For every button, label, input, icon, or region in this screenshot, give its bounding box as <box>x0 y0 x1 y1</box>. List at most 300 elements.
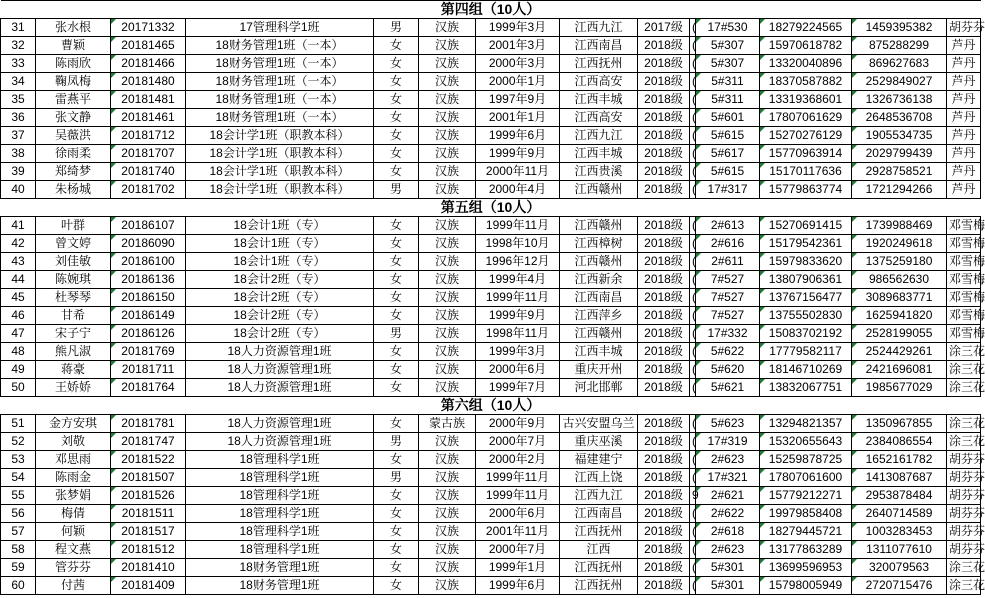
birth-date-cell[interactable]: 1999年7月 <box>476 379 560 397</box>
class-cell[interactable]: 18人力资源管理1班 <box>186 415 374 433</box>
hometown-cell[interactable]: 江西丰城 <box>560 145 638 163</box>
phone-cell[interactable]: 13767156477 <box>760 289 852 307</box>
class-cell[interactable]: 18会计1班（专） <box>186 217 374 235</box>
grade-cell[interactable]: 2018级 <box>638 37 690 55</box>
grade-cell[interactable]: 2018级 <box>638 523 690 541</box>
dorm-room-cell[interactable]: 5#601 <box>696 109 760 127</box>
phone-cell[interactable]: 15779863774 <box>760 181 852 199</box>
birth-date-cell[interactable]: 1999年9月 <box>476 307 560 325</box>
row-number-cell[interactable]: 50 <box>1 379 36 397</box>
ethnicity-cell[interactable]: 汉族 <box>419 181 476 199</box>
grade-overflow-cell[interactable]: ( <box>690 325 696 343</box>
hometown-cell[interactable]: 江西九江 <box>560 19 638 37</box>
student-name-cell[interactable]: 张梦娟 <box>36 487 111 505</box>
grade-overflow-cell[interactable]: ( <box>690 415 696 433</box>
dorm-room-cell[interactable]: 7#527 <box>696 289 760 307</box>
student-id-cell[interactable]: 20171332 <box>111 19 186 37</box>
row-number-cell[interactable]: 57 <box>1 523 36 541</box>
class-cell[interactable]: 18管理科学1班 <box>186 451 374 469</box>
student-name-cell[interactable]: 何颖 <box>36 523 111 541</box>
birth-date-cell[interactable]: 1999年6月 <box>476 127 560 145</box>
qq-cell[interactable]: 1375259180 <box>852 253 947 271</box>
grade-cell[interactable]: 2018级 <box>638 91 690 109</box>
class-cell[interactable]: 18会计学1班（职教本科） <box>186 181 374 199</box>
birth-date-cell[interactable]: 2000年6月 <box>476 505 560 523</box>
teacher-cell[interactable]: 胡芬芬 <box>947 451 981 469</box>
gender-cell[interactable]: 女 <box>374 55 419 73</box>
gender-cell[interactable]: 女 <box>374 91 419 109</box>
gender-cell[interactable]: 女 <box>374 271 419 289</box>
ethnicity-cell[interactable]: 汉族 <box>419 55 476 73</box>
row-number-cell[interactable]: 46 <box>1 307 36 325</box>
gender-cell[interactable]: 女 <box>374 559 419 577</box>
ethnicity-cell[interactable]: 汉族 <box>419 433 476 451</box>
student-name-cell[interactable]: 熊凡淑 <box>36 343 111 361</box>
birth-date-cell[interactable]: 1999年4月 <box>476 271 560 289</box>
gender-cell[interactable]: 女 <box>374 379 419 397</box>
dorm-room-cell[interactable]: 2#623 <box>696 451 760 469</box>
ethnicity-cell[interactable]: 汉族 <box>419 109 476 127</box>
qq-cell[interactable]: 1350967855 <box>852 415 947 433</box>
grade-overflow-cell[interactable]: ( <box>690 235 696 253</box>
grade-overflow-cell[interactable]: ( <box>690 181 696 199</box>
grade-overflow-cell[interactable]: ( <box>690 217 696 235</box>
class-cell[interactable]: 18财务管理1班 <box>186 559 374 577</box>
hometown-cell[interactable]: 古兴安盟乌兰 <box>560 415 638 433</box>
qq-cell[interactable]: 875288299 <box>852 37 947 55</box>
hometown-cell[interactable]: 江西樟树 <box>560 235 638 253</box>
birth-date-cell[interactable]: 1999年11月 <box>476 217 560 235</box>
qq-cell[interactable]: 2029799439 <box>852 145 947 163</box>
qq-cell[interactable]: 1739988469 <box>852 217 947 235</box>
grade-cell[interactable]: 2017级 <box>638 19 690 37</box>
student-name-cell[interactable]: 邓思雨 <box>36 451 111 469</box>
qq-cell[interactable]: 1920249618 <box>852 235 947 253</box>
dorm-room-cell[interactable]: 2#611 <box>696 253 760 271</box>
phone-cell[interactable]: 15170117636 <box>760 163 852 181</box>
class-cell[interactable]: 18财务管理1班（一本） <box>186 91 374 109</box>
dorm-room-cell[interactable]: 5#620 <box>696 361 760 379</box>
birth-date-cell[interactable]: 1999年3月 <box>476 19 560 37</box>
gender-cell[interactable]: 女 <box>374 487 419 505</box>
qq-cell[interactable]: 986562630 <box>852 271 947 289</box>
grade-overflow-cell[interactable]: ( <box>690 145 696 163</box>
grade-cell[interactable]: 2018级 <box>638 577 690 595</box>
dorm-room-cell[interactable]: 5#301 <box>696 559 760 577</box>
qq-cell[interactable]: 2384086554 <box>852 433 947 451</box>
dorm-room-cell[interactable]: 17#530 <box>696 19 760 37</box>
ethnicity-cell[interactable]: 汉族 <box>419 559 476 577</box>
phone-cell[interactable]: 18370587882 <box>760 73 852 91</box>
qq-cell[interactable]: 1326736138 <box>852 91 947 109</box>
row-number-cell[interactable]: 54 <box>1 469 36 487</box>
ethnicity-cell[interactable]: 汉族 <box>419 487 476 505</box>
phone-cell[interactable]: 15179542361 <box>760 235 852 253</box>
ethnicity-cell[interactable]: 汉族 <box>419 505 476 523</box>
student-name-cell[interactable]: 朱杨城 <box>36 181 111 199</box>
gender-cell[interactable]: 女 <box>374 451 419 469</box>
ethnicity-cell[interactable]: 汉族 <box>419 523 476 541</box>
row-number-cell[interactable]: 40 <box>1 181 36 199</box>
student-name-cell[interactable]: 刘敬 <box>36 433 111 451</box>
qq-cell[interactable]: 2953878484 <box>852 487 947 505</box>
student-name-cell[interactable]: 程文燕 <box>36 541 111 559</box>
hometown-cell[interactable]: 江西抚州 <box>560 577 638 595</box>
grade-overflow-cell[interactable]: ( <box>690 307 696 325</box>
gender-cell[interactable]: 女 <box>374 253 419 271</box>
class-cell[interactable]: 18人力资源管理1班 <box>186 433 374 451</box>
teacher-cell[interactable]: 邓雪梅 <box>947 253 981 271</box>
grade-cell[interactable]: 2018级 <box>638 253 690 271</box>
student-name-cell[interactable]: 刘佳敏 <box>36 253 111 271</box>
row-number-cell[interactable]: 60 <box>1 577 36 595</box>
grade-overflow-cell[interactable]: ( <box>690 577 696 595</box>
row-number-cell[interactable]: 48 <box>1 343 36 361</box>
hometown-cell[interactable]: 江西上饶 <box>560 469 638 487</box>
grade-overflow-cell[interactable]: ( <box>690 379 696 397</box>
hometown-cell[interactable]: 福建建宁 <box>560 451 638 469</box>
grade-overflow-cell[interactable]: ( <box>690 343 696 361</box>
hometown-cell[interactable]: 江西赣州 <box>560 325 638 343</box>
hometown-cell[interactable]: 江西高安 <box>560 73 638 91</box>
student-name-cell[interactable]: 叶群 <box>36 217 111 235</box>
student-name-cell[interactable]: 陈婉琪 <box>36 271 111 289</box>
birth-date-cell[interactable]: 2000年7月 <box>476 433 560 451</box>
teacher-cell[interactable]: 涂三花 <box>947 433 981 451</box>
grade-overflow-cell[interactable]: ( <box>690 541 696 559</box>
class-cell[interactable]: 18财务管理1班（一本） <box>186 73 374 91</box>
gender-cell[interactable]: 男 <box>374 181 419 199</box>
phone-cell[interactable]: 18279445721 <box>760 523 852 541</box>
grade-overflow-cell[interactable]: ( <box>690 127 696 145</box>
ethnicity-cell[interactable]: 汉族 <box>419 37 476 55</box>
phone-cell[interactable]: 13320040896 <box>760 55 852 73</box>
ethnicity-cell[interactable]: 汉族 <box>419 217 476 235</box>
hometown-cell[interactable]: 江西丰城 <box>560 91 638 109</box>
gender-cell[interactable]: 男 <box>374 433 419 451</box>
student-name-cell[interactable]: 曾文婷 <box>36 235 111 253</box>
ethnicity-cell[interactable]: 汉族 <box>419 379 476 397</box>
ethnicity-cell[interactable]: 汉族 <box>419 145 476 163</box>
phone-cell[interactable]: 18146710269 <box>760 361 852 379</box>
teacher-cell[interactable]: 涂三花 <box>947 361 981 379</box>
student-name-cell[interactable]: 杜琴琴 <box>36 289 111 307</box>
row-number-cell[interactable]: 34 <box>1 73 36 91</box>
qq-cell[interactable]: 1311077610 <box>852 541 947 559</box>
dorm-room-cell[interactable]: 5#615 <box>696 127 760 145</box>
dorm-room-cell[interactable]: 17#321 <box>696 469 760 487</box>
grade-overflow-cell[interactable]: ( <box>690 361 696 379</box>
student-id-cell[interactable]: 20181711 <box>111 361 186 379</box>
dorm-room-cell[interactable]: 5#307 <box>696 37 760 55</box>
qq-cell[interactable]: 1652161782 <box>852 451 947 469</box>
ethnicity-cell[interactable]: 汉族 <box>419 253 476 271</box>
hometown-cell[interactable]: 江西赣州 <box>560 253 638 271</box>
row-number-cell[interactable]: 51 <box>1 415 36 433</box>
student-name-cell[interactable]: 曹颖 <box>36 37 111 55</box>
hometown-cell[interactable]: 江西高安 <box>560 109 638 127</box>
student-name-cell[interactable]: 徐雨柔 <box>36 145 111 163</box>
row-number-cell[interactable]: 58 <box>1 541 36 559</box>
birth-date-cell[interactable]: 1997年9月 <box>476 91 560 109</box>
row-number-cell[interactable]: 32 <box>1 37 36 55</box>
hometown-cell[interactable]: 江西 <box>560 541 638 559</box>
hometown-cell[interactable]: 江西南昌 <box>560 505 638 523</box>
ethnicity-cell[interactable]: 汉族 <box>419 361 476 379</box>
row-number-cell[interactable]: 36 <box>1 109 36 127</box>
qq-cell[interactable]: 3089683771 <box>852 289 947 307</box>
phone-cell[interactable]: 13699596953 <box>760 559 852 577</box>
dorm-room-cell[interactable]: 5#301 <box>696 577 760 595</box>
birth-date-cell[interactable]: 1999年3月 <box>476 343 560 361</box>
grade-cell[interactable]: 2018级 <box>638 181 690 199</box>
gender-cell[interactable]: 女 <box>374 361 419 379</box>
class-cell[interactable]: 18会计1班（专） <box>186 253 374 271</box>
row-number-cell[interactable]: 47 <box>1 325 36 343</box>
student-name-cell[interactable]: 鞠凤梅 <box>36 73 111 91</box>
gender-cell[interactable]: 女 <box>374 541 419 559</box>
birth-date-cell[interactable]: 1999年11月 <box>476 469 560 487</box>
phone-cell[interactable]: 15320655643 <box>760 433 852 451</box>
row-number-cell[interactable]: 38 <box>1 145 36 163</box>
row-number-cell[interactable]: 53 <box>1 451 36 469</box>
birth-date-cell[interactable]: 2001年11月 <box>476 523 560 541</box>
dorm-room-cell[interactable]: 5#311 <box>696 91 760 109</box>
group-title[interactable]: 第六组（10人） <box>1 397 981 415</box>
hometown-cell[interactable]: 河北邯郸 <box>560 379 638 397</box>
student-id-cell[interactable]: 20181480 <box>111 73 186 91</box>
birth-date-cell[interactable]: 1999年11月 <box>476 487 560 505</box>
teacher-cell[interactable]: 芦丹 <box>947 127 981 145</box>
dorm-room-cell[interactable]: 7#527 <box>696 271 760 289</box>
teacher-cell[interactable]: 胡芬芬 <box>947 541 981 559</box>
student-id-cell[interactable]: 20186136 <box>111 271 186 289</box>
student-id-cell[interactable]: 20181707 <box>111 145 186 163</box>
student-name-cell[interactable]: 甘希 <box>36 307 111 325</box>
phone-cell[interactable]: 15970618782 <box>760 37 852 55</box>
gender-cell[interactable]: 女 <box>374 109 419 127</box>
phone-cell[interactable]: 17807061629 <box>760 109 852 127</box>
grade-cell[interactable]: 2018级 <box>638 559 690 577</box>
teacher-cell[interactable]: 涂三花 <box>947 577 981 595</box>
ethnicity-cell[interactable]: 汉族 <box>419 163 476 181</box>
dorm-room-cell[interactable]: 5#307 <box>696 55 760 73</box>
teacher-cell[interactable]: 芦丹 <box>947 163 981 181</box>
grade-overflow-cell[interactable]: ( <box>690 37 696 55</box>
phone-cell[interactable]: 17779582117 <box>760 343 852 361</box>
student-name-cell[interactable]: 金方安琪 <box>36 415 111 433</box>
birth-date-cell[interactable]: 1999年1月 <box>476 559 560 577</box>
student-id-cell[interactable]: 20181702 <box>111 181 186 199</box>
hometown-cell[interactable]: 江西九江 <box>560 487 638 505</box>
qq-cell[interactable]: 2648536708 <box>852 109 947 127</box>
teacher-cell[interactable]: 芦丹 <box>947 109 981 127</box>
phone-cell[interactable]: 18279224565 <box>760 19 852 37</box>
teacher-cell[interactable]: 涂三花 <box>947 379 981 397</box>
hometown-cell[interactable]: 江西萍乡 <box>560 307 638 325</box>
class-cell[interactable]: 18会计2班（专） <box>186 271 374 289</box>
qq-cell[interactable]: 2720715476 <box>852 577 947 595</box>
class-cell[interactable]: 18会计学1班（职教本科） <box>186 145 374 163</box>
hometown-cell[interactable]: 重庆巫溪 <box>560 433 638 451</box>
ethnicity-cell[interactable]: 汉族 <box>419 91 476 109</box>
qq-cell[interactable]: 2528199055 <box>852 325 947 343</box>
student-name-cell[interactable]: 张文静 <box>36 109 111 127</box>
gender-cell[interactable]: 女 <box>374 307 419 325</box>
class-cell[interactable]: 18管理科学1班 <box>186 505 374 523</box>
phone-cell[interactable]: 15270691415 <box>760 217 852 235</box>
hometown-cell[interactable]: 江西抚州 <box>560 55 638 73</box>
birth-date-cell[interactable]: 2000年6月 <box>476 361 560 379</box>
phone-cell[interactable]: 13832067751 <box>760 379 852 397</box>
grade-cell[interactable]: 2018级 <box>638 451 690 469</box>
teacher-cell[interactable]: 胡芬芬 <box>947 469 981 487</box>
grade-overflow-cell[interactable]: ( <box>690 469 696 487</box>
class-cell[interactable]: 18会计2班（专） <box>186 325 374 343</box>
student-name-cell[interactable]: 陈雨欣 <box>36 55 111 73</box>
teacher-cell[interactable]: 芦丹 <box>947 73 981 91</box>
qq-cell[interactable]: 1413087687 <box>852 469 947 487</box>
ethnicity-cell[interactable]: 汉族 <box>419 235 476 253</box>
grade-cell[interactable]: 2018级 <box>638 145 690 163</box>
row-number-cell[interactable]: 55 <box>1 487 36 505</box>
grade-cell[interactable]: 2018级 <box>638 325 690 343</box>
qq-cell[interactable]: 2524429261 <box>852 343 947 361</box>
student-id-cell[interactable]: 20181517 <box>111 523 186 541</box>
student-id-cell[interactable]: 20181526 <box>111 487 186 505</box>
phone-cell[interactable]: 13319368601 <box>760 91 852 109</box>
gender-cell[interactable]: 女 <box>374 73 419 91</box>
dorm-room-cell[interactable]: 5#621 <box>696 379 760 397</box>
gender-cell[interactable]: 女 <box>374 235 419 253</box>
grade-overflow-cell[interactable]: 9 <box>690 487 696 505</box>
hometown-cell[interactable]: 重庆开州 <box>560 361 638 379</box>
dorm-room-cell[interactable]: 2#616 <box>696 235 760 253</box>
birth-date-cell[interactable]: 2001年1月 <box>476 109 560 127</box>
teacher-cell[interactable]: 芦丹 <box>947 37 981 55</box>
dorm-room-cell[interactable]: 2#623 <box>696 541 760 559</box>
student-id-cell[interactable]: 20181512 <box>111 541 186 559</box>
student-id-cell[interactable]: 20181740 <box>111 163 186 181</box>
gender-cell[interactable]: 男 <box>374 469 419 487</box>
grade-cell[interactable]: 2018级 <box>638 109 690 127</box>
teacher-cell[interactable]: 芦丹 <box>947 145 981 163</box>
student-name-cell[interactable]: 张水根 <box>36 19 111 37</box>
student-id-cell[interactable]: 20186107 <box>111 217 186 235</box>
teacher-cell[interactable]: 邓雪梅 <box>947 271 981 289</box>
qq-cell[interactable]: 1985677029 <box>852 379 947 397</box>
grade-cell[interactable]: 2018级 <box>638 415 690 433</box>
phone-cell[interactable]: 19979858408 <box>760 505 852 523</box>
student-name-cell[interactable]: 雷燕平 <box>36 91 111 109</box>
phone-cell[interactable]: 15979833620 <box>760 253 852 271</box>
class-cell[interactable]: 18财务管理1班（一本） <box>186 109 374 127</box>
birth-date-cell[interactable]: 2000年2月 <box>476 451 560 469</box>
dorm-room-cell[interactable]: 17#317 <box>696 181 760 199</box>
ethnicity-cell[interactable]: 汉族 <box>419 451 476 469</box>
row-number-cell[interactable]: 37 <box>1 127 36 145</box>
dorm-room-cell[interactable]: 5#617 <box>696 145 760 163</box>
birth-date-cell[interactable]: 1999年11月 <box>476 289 560 307</box>
student-name-cell[interactable]: 付茜 <box>36 577 111 595</box>
class-cell[interactable]: 18管理科学1班 <box>186 487 374 505</box>
class-cell[interactable]: 18管理科学1班 <box>186 523 374 541</box>
student-name-cell[interactable]: 蒋豪 <box>36 361 111 379</box>
phone-cell[interactable]: 13807906361 <box>760 271 852 289</box>
grade-cell[interactable]: 2018级 <box>638 379 690 397</box>
birth-date-cell[interactable]: 2000年9月 <box>476 415 560 433</box>
grade-overflow-cell[interactable]: ( <box>690 91 696 109</box>
class-cell[interactable]: 18人力资源管理1班 <box>186 379 374 397</box>
ethnicity-cell[interactable]: 汉族 <box>419 343 476 361</box>
dorm-room-cell[interactable]: 2#613 <box>696 217 760 235</box>
birth-date-cell[interactable]: 2000年7月 <box>476 541 560 559</box>
qq-cell[interactable]: 2421696081 <box>852 361 947 379</box>
ethnicity-cell[interactable]: 蒙古族 <box>419 415 476 433</box>
qq-cell[interactable]: 1721294266 <box>852 181 947 199</box>
hometown-cell[interactable]: 江西贵溪 <box>560 163 638 181</box>
gender-cell[interactable]: 女 <box>374 217 419 235</box>
teacher-cell[interactable]: 邓雪梅 <box>947 289 981 307</box>
student-id-cell[interactable]: 20181781 <box>111 415 186 433</box>
student-id-cell[interactable]: 20186126 <box>111 325 186 343</box>
ethnicity-cell[interactable]: 汉族 <box>419 541 476 559</box>
phone-cell[interactable]: 17807061600 <box>760 469 852 487</box>
grade-cell[interactable]: 2018级 <box>638 505 690 523</box>
dorm-room-cell[interactable]: 2#618 <box>696 523 760 541</box>
dorm-room-cell[interactable]: 5#311 <box>696 73 760 91</box>
birth-date-cell[interactable]: 2000年4月 <box>476 181 560 199</box>
qq-cell[interactable]: 320079563 <box>852 559 947 577</box>
teacher-cell[interactable]: 涂三花 <box>947 559 981 577</box>
hometown-cell[interactable]: 江西南昌 <box>560 289 638 307</box>
hometown-cell[interactable]: 江西赣州 <box>560 181 638 199</box>
row-number-cell[interactable]: 39 <box>1 163 36 181</box>
gender-cell[interactable]: 女 <box>374 289 419 307</box>
dorm-room-cell[interactable]: 2#621 <box>696 487 760 505</box>
student-id-cell[interactable]: 20186149 <box>111 307 186 325</box>
row-number-cell[interactable]: 44 <box>1 271 36 289</box>
grade-overflow-cell[interactable]: ( <box>690 451 696 469</box>
class-cell[interactable]: 17管理科学1班 <box>186 19 374 37</box>
qq-cell[interactable]: 1459395382 <box>852 19 947 37</box>
student-id-cell[interactable]: 20186150 <box>111 289 186 307</box>
qq-cell[interactable]: 2640714589 <box>852 505 947 523</box>
group-title[interactable]: 第四组（10人） <box>1 1 981 19</box>
teacher-cell[interactable]: 胡芬芬 <box>947 523 981 541</box>
group-title[interactable]: 第五组（10人） <box>1 199 981 217</box>
birth-date-cell[interactable]: 1999年9月 <box>476 145 560 163</box>
grade-cell[interactable]: 2018级 <box>638 343 690 361</box>
phone-cell[interactable]: 15270276129 <box>760 127 852 145</box>
row-number-cell[interactable]: 59 <box>1 559 36 577</box>
class-cell[interactable]: 18管理科学1班 <box>186 541 374 559</box>
qq-cell[interactable]: 2529849027 <box>852 73 947 91</box>
hometown-cell[interactable]: 江西抚州 <box>560 523 638 541</box>
gender-cell[interactable]: 女 <box>374 163 419 181</box>
class-cell[interactable]: 18财务管理1班 <box>186 577 374 595</box>
grade-cell[interactable]: 2018级 <box>638 235 690 253</box>
student-id-cell[interactable]: 20181466 <box>111 55 186 73</box>
row-number-cell[interactable]: 52 <box>1 433 36 451</box>
teacher-cell[interactable]: 芦丹 <box>947 181 981 199</box>
birth-date-cell[interactable]: 2001年3月 <box>476 37 560 55</box>
grade-cell[interactable]: 2018级 <box>638 307 690 325</box>
teacher-cell[interactable]: 邓雪梅 <box>947 217 981 235</box>
gender-cell[interactable]: 女 <box>374 37 419 55</box>
student-id-cell[interactable]: 20181712 <box>111 127 186 145</box>
dorm-room-cell[interactable]: 17#332 <box>696 325 760 343</box>
